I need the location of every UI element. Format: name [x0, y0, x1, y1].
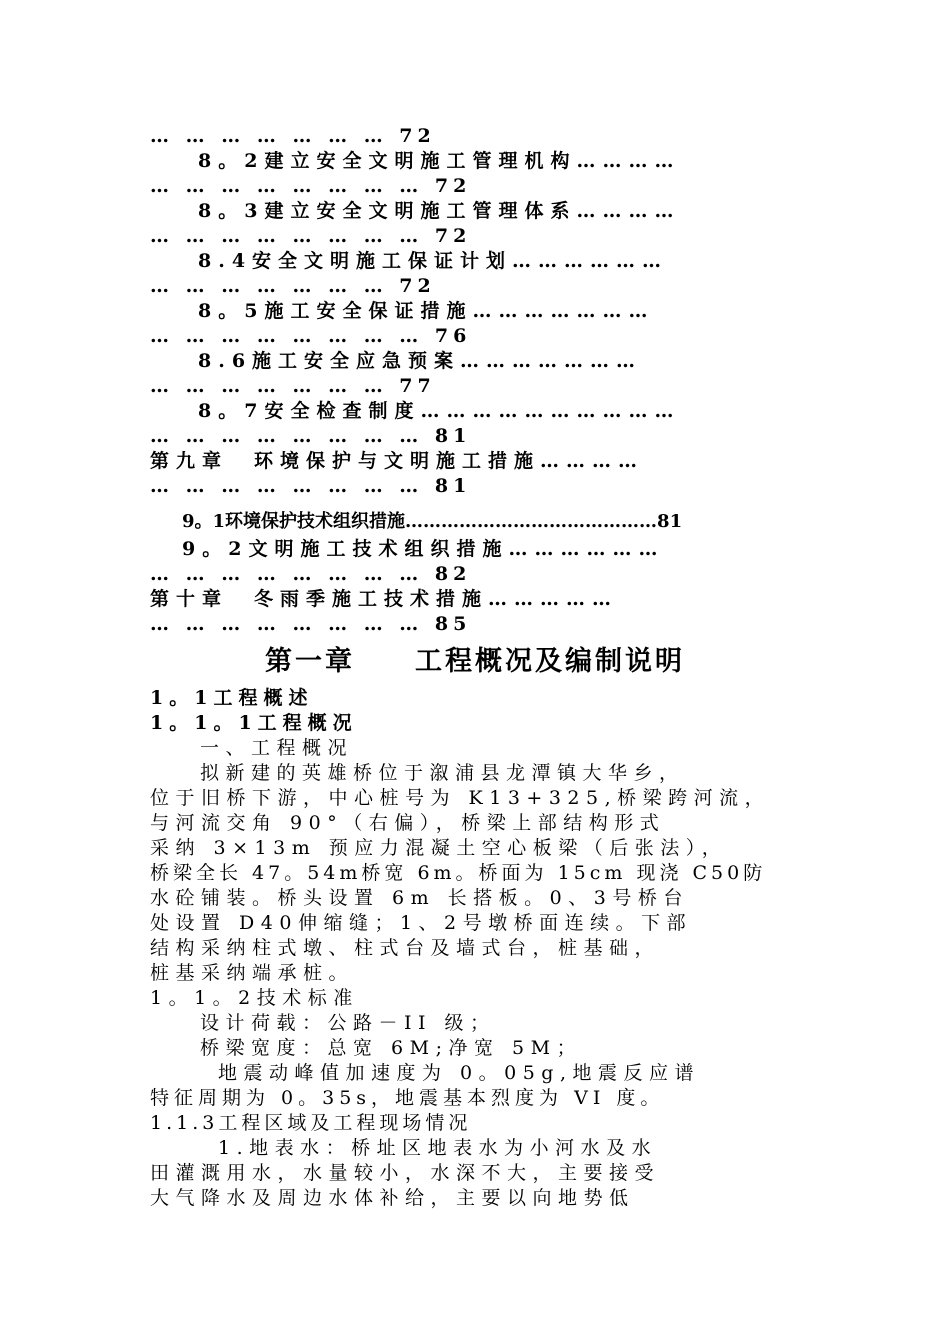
standard-line-load: 设计荷载：公路－II 级； — [200, 1012, 496, 1034]
toc-entry-chapter-10[interactable]: 第十章 冬雨季施工技术措施…………… — [150, 588, 619, 610]
toc-line-18[interactable]: … … … … … … … … 82 — [150, 563, 472, 585]
toc-line-1[interactable]: … … … … … … … 72 — [150, 125, 436, 147]
section-heading-1-1-3: 1.1.3工程区域及工程现场情况 — [150, 1112, 472, 1134]
toc-entry-9-2[interactable]: 9。2文明施工技术组织措施……………… — [182, 538, 665, 560]
toc-entry-8-4[interactable]: 8.4安全文明施工保证计划……………… — [198, 250, 669, 272]
toc-entry-9-1[interactable]: 9。1环境保护技术组织措施……………………………………81 — [182, 511, 683, 532]
toc-entry-8-6[interactable]: 8.6施工安全应急预案………………… — [198, 350, 643, 372]
toc-line-11[interactable]: … … … … … … … 77 — [150, 375, 436, 397]
section-heading-1-1-2: 1。1。2技术标准 — [150, 987, 359, 1009]
toc-line-15[interactable]: … … … … … … … … 81 — [150, 475, 472, 497]
chapter-title: 第一章 工程概况及编制说明 — [265, 646, 685, 677]
toc-entry-chapter-9[interactable]: 第九章 环境保护与文明施工措施………… — [150, 450, 645, 472]
sub-heading: 一、工程概况 — [200, 737, 354, 759]
water-line: 1.地表水：桥址区地表水为小河水及水 — [218, 1137, 658, 1159]
toc-line-5[interactable]: … … … … … … … … 72 — [150, 225, 472, 247]
quake-line: 特征周期为 0。35s，地震基本烈度为 VI 度。 — [150, 1087, 665, 1109]
standard-line-width: 桥梁宽度：总宽 6M;净宽 5M； — [200, 1037, 583, 1059]
toc-entry-8-5[interactable]: 8。5施工安全保证措施………………… — [198, 300, 655, 322]
para-line: 结构采纳柱式墩、柱式台及墙式台，桩基础， — [150, 937, 661, 959]
toc-line-7[interactable]: … … … … … … … 72 — [150, 275, 436, 297]
water-line: 田灌溉用水，水量较小，水深不大，主要接受 — [150, 1162, 661, 1184]
para-line: 位于旧桥下游，中心桩号为 K13+325,桥梁跨河流， — [150, 787, 771, 809]
para-line: 桩基采纳端承桩。 — [150, 962, 355, 984]
toc-entry-8-2[interactable]: 8。2建立安全文明施工管理机构………… — [198, 150, 681, 172]
toc-line-9[interactable]: … … … … … … … … 76 — [150, 325, 472, 347]
para-line: 拟新建的英雄桥位于溆浦县龙潭镇大华乡， — [200, 762, 685, 784]
para-line: 处设置 D40伸缩缝；1、2号墩桥面连续。下部 — [150, 912, 693, 934]
toc-line-13[interactable]: … … … … … … … … 81 — [150, 425, 472, 447]
para-line: 桥梁全长 47。54m桥宽 6m。桥面为 15cm 现浇 C50防 — [150, 862, 767, 884]
toc-entry-8-3[interactable]: 8。3建立安全文明施工管理体系………… — [198, 200, 681, 222]
para-line: 与河流交角 90°（右偏），桥梁上部结构形式 — [150, 812, 666, 834]
toc-entry-8-7[interactable]: 8。7安全检查制度………………………… — [198, 400, 681, 422]
toc-line-3[interactable]: … … … … … … … … 72 — [150, 175, 472, 197]
section-heading-1-1-1: 1。1。1工程概况 — [150, 712, 358, 734]
para-line: 采纳 3×13m 预应力混凝土空心板梁（后张法）， — [150, 837, 728, 859]
water-line: 大气降水及周边水体补给，主要以向地势低 — [150, 1187, 635, 1209]
toc-line-20[interactable]: … … … … … … … … 85 — [150, 613, 472, 635]
quake-line: 地震动峰值加速度为 0。05g,地震反应谱 — [218, 1062, 701, 1084]
section-heading-1-1: 1。1工程概述 — [150, 687, 314, 709]
para-line: 水砼铺装。桥头设置 6m 长搭板。0、3号桥台 — [150, 887, 689, 909]
